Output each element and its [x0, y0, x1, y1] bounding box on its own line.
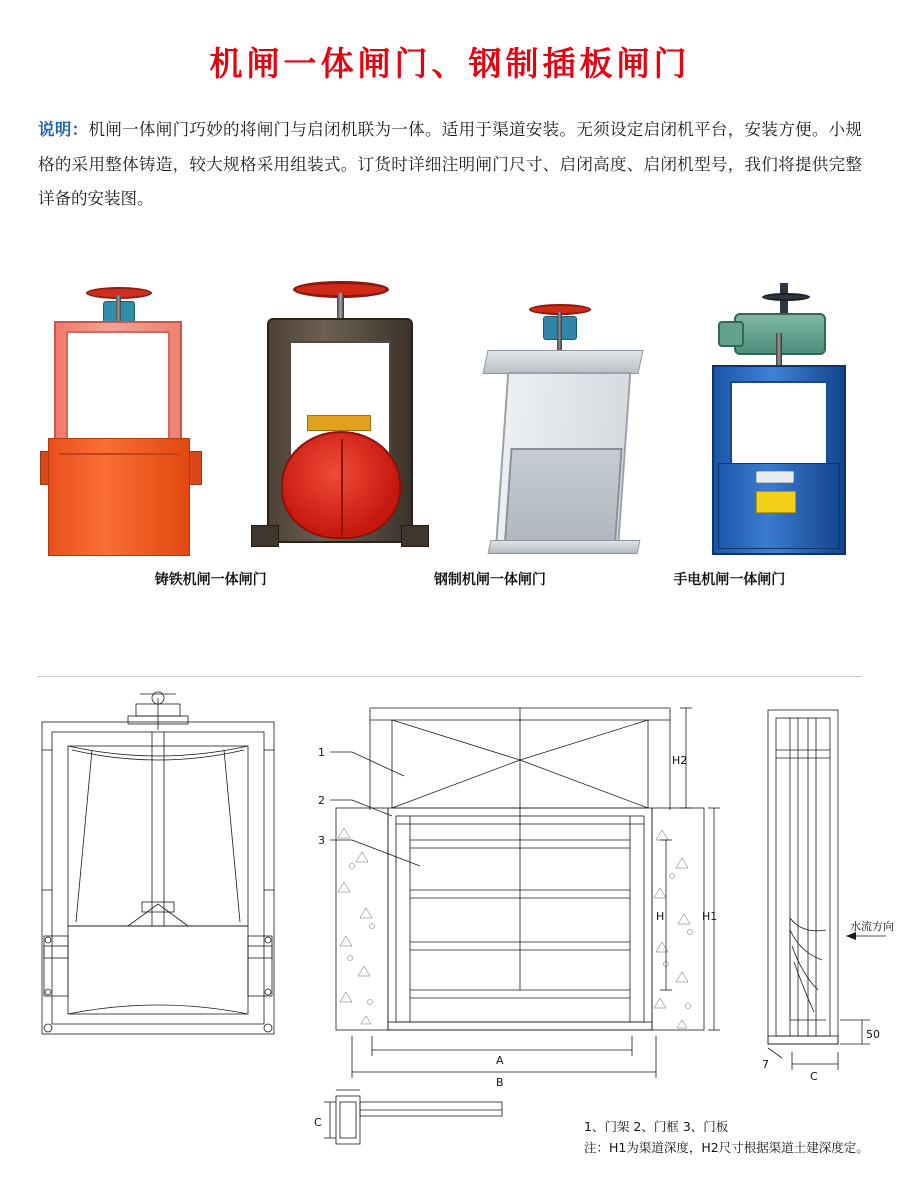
- gate-base: [487, 540, 640, 554]
- actuator-cover: [718, 321, 744, 347]
- gate-warning-label: [756, 491, 796, 513]
- side-view-drawing: [768, 710, 886, 1070]
- description-body: 机闸一体闸门巧妙的将闸门与启闭机联为一体。适用于渠道安装。无须设定启闭机平台，安装方便。小规格的采用整体铸造，较大规格采用组装式。订货时详细注明闸门尺寸、启闭高度、启闭机型号，我们将提供完整详备的安装图。: [38, 120, 862, 209]
- gate-foot-right: [401, 525, 429, 547]
- photo-caption-row: [0, 569, 900, 589]
- gate-door-panel: [48, 438, 190, 556]
- gate-foot-left: [251, 525, 279, 547]
- description-paragraph: [38, 113, 862, 217]
- legend-line-2: 注：H1为渠道深度，H2尺寸根据渠道土建深度定。: [584, 1140, 869, 1156]
- product-photo-row: [0, 243, 900, 563]
- callout-1-label: 1: [318, 746, 325, 759]
- section-drawing: [324, 708, 720, 1144]
- photo-caption-1: 铸铁机闸一体闸门: [154, 571, 267, 588]
- dimension-h-label: H: [656, 910, 665, 923]
- description-lead-label: 说明：: [38, 120, 89, 139]
- photo-caption-4: 手电机闸一体闸门: [673, 571, 786, 588]
- drawing-legend: [584, 1116, 869, 1159]
- section-divider: [38, 676, 862, 677]
- dimension-h2-label: H2: [672, 754, 688, 767]
- photo-steel-integrated-gate: [485, 288, 645, 563]
- dimension-c-label-left: C: [314, 1116, 322, 1129]
- gate-badge: [756, 471, 794, 483]
- dimension-b-label: B: [496, 1076, 504, 1089]
- gate-lug-right: [188, 451, 202, 485]
- page-title: 机闸一体闸门、钢制插板闸门: [209, 44, 691, 83]
- gate-disc-panel: [281, 431, 401, 539]
- dimension-50-label: 50: [866, 1028, 880, 1041]
- dimension-a-label: A: [496, 1054, 504, 1067]
- dimension-7-label: 7: [762, 1058, 769, 1071]
- legend-line-1: 1、门架 2、门框 3、门板: [584, 1119, 729, 1134]
- dimension-c-label-right: C: [810, 1070, 818, 1083]
- handwheel-icon: [762, 293, 810, 301]
- callout-3-label: 3: [318, 834, 325, 847]
- flow-direction-label: 水流方向: [850, 920, 894, 933]
- gate-door-panel: [503, 448, 622, 552]
- callout-2-label: 2: [318, 794, 325, 807]
- nameplate: [307, 415, 371, 431]
- gate-top-beam: [482, 350, 643, 374]
- front-elevation-drawing: [42, 692, 274, 1034]
- photo-caption-3: 钢制机闸一体闸门: [433, 571, 546, 588]
- technical-drawings: [0, 690, 900, 1160]
- photo-cast-iron-integrated-gate-alt: [255, 263, 425, 563]
- photo-manual-electric-integrated-gate: [704, 273, 854, 563]
- dimension-h1-label: H1: [702, 910, 718, 923]
- photo-cast-iron-integrated-gate: [46, 273, 196, 563]
